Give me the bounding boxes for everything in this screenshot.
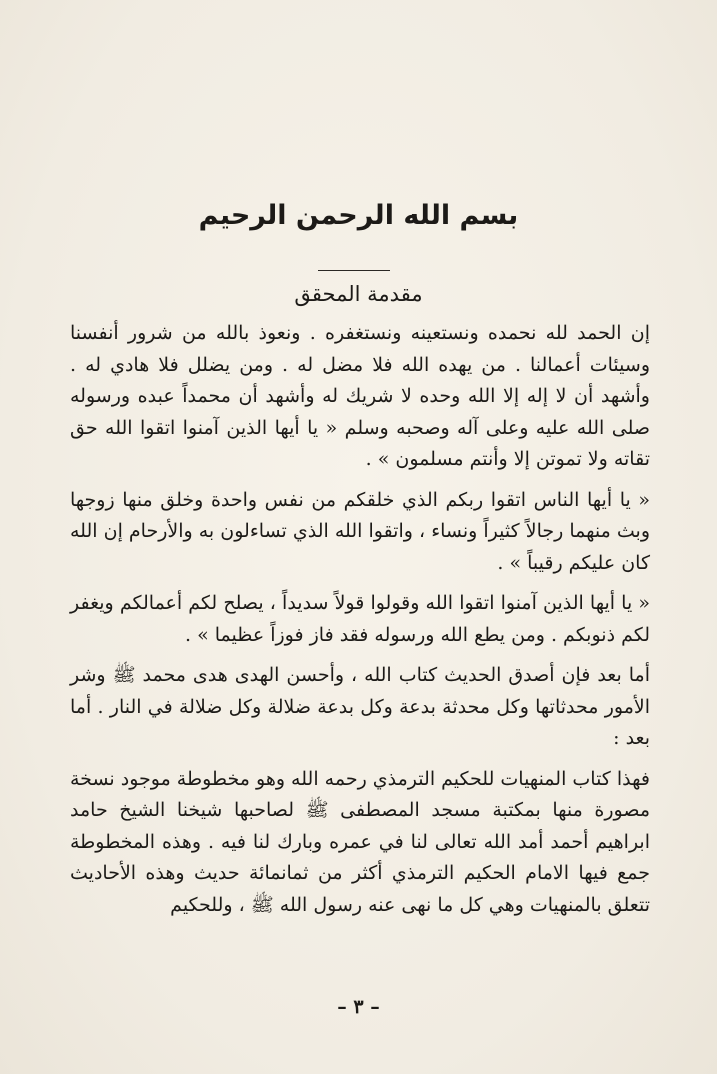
paragraph-2: « يا أيها الناس اتقوا ربكم الذي خلقكم من نفس واحدة وخلق منها زوجها وبث منهما رجالاً كثيراً ونساء ، واتقوا الله الذي تساءلون به والأرحام إن الله كان عليكم رقيباً » .	[70, 488, 650, 574]
paragraph-5: فهذا كتاب المنهيات للحكيم الترمذي رحمه الله وهو مخطوطة موجود نسخة مصورة منها بمكتبة مسجد المصطفى ﷺ لصاحبها شيخنا الشيخ حامد ابراهيم أحمد أمد الله تعالى لنا في عمره وبارك لنا فيه . وهذه المخطوطة جمع فيها الامام الحكيم الترمذي أكثر من ثمانمائة حديث وهذه الأحاديث تتعلق بالمنهيات وهي كل ما نهى عنه رسول الله ﷺ ، وللحكيم	[70, 767, 650, 916]
paragraph-3: « يا أيها الذين آمنوا اتقوا الله وقولوا قولاً سديداً ، يصلح لكم أعمالكم ويغفر لكم ذنوبكم . ومن يطع الله ورسوله فقد فاز فوزاً عظيما » .	[70, 592, 650, 646]
basmala-title: بسم الله الرحمن الرحيم	[198, 200, 519, 231]
body-text	[70, 318, 650, 930]
subtitle-rule	[318, 270, 390, 271]
page-number: – ٣ –	[337, 996, 380, 1018]
paragraph-1: إن الحمد لله نحمده ونستعينه ونستغفره . ونعوذ بالله من شرور أنفسنا وسيئات أعمالنا . من يهده الله فلا مضل له . ومن يضلل فلا هادي له . وأشهد أن لا إله إلا الله وحده لا شريك له وأشهد أن محمداً عبده ورسوله صلى الله عليه وعلى آله وصحبه وسلم « يا أيها الذين آمنوا اتقوا الله حق تقاته ولا تموتن إلا وأنتم مسلمون » .	[70, 322, 650, 470]
page-subtitle: مقدمة المحقق	[294, 282, 423, 306]
paragraph-4: أما بعد فإن أصدق الحديث كتاب الله ، وأحسن الهدى هدى محمد ﷺ وشر الأمور محدثاتها وكل محدثة بدعة وكل بدعة ضلالة وكل ضلالة في النار . أما بعد :	[70, 664, 650, 749]
